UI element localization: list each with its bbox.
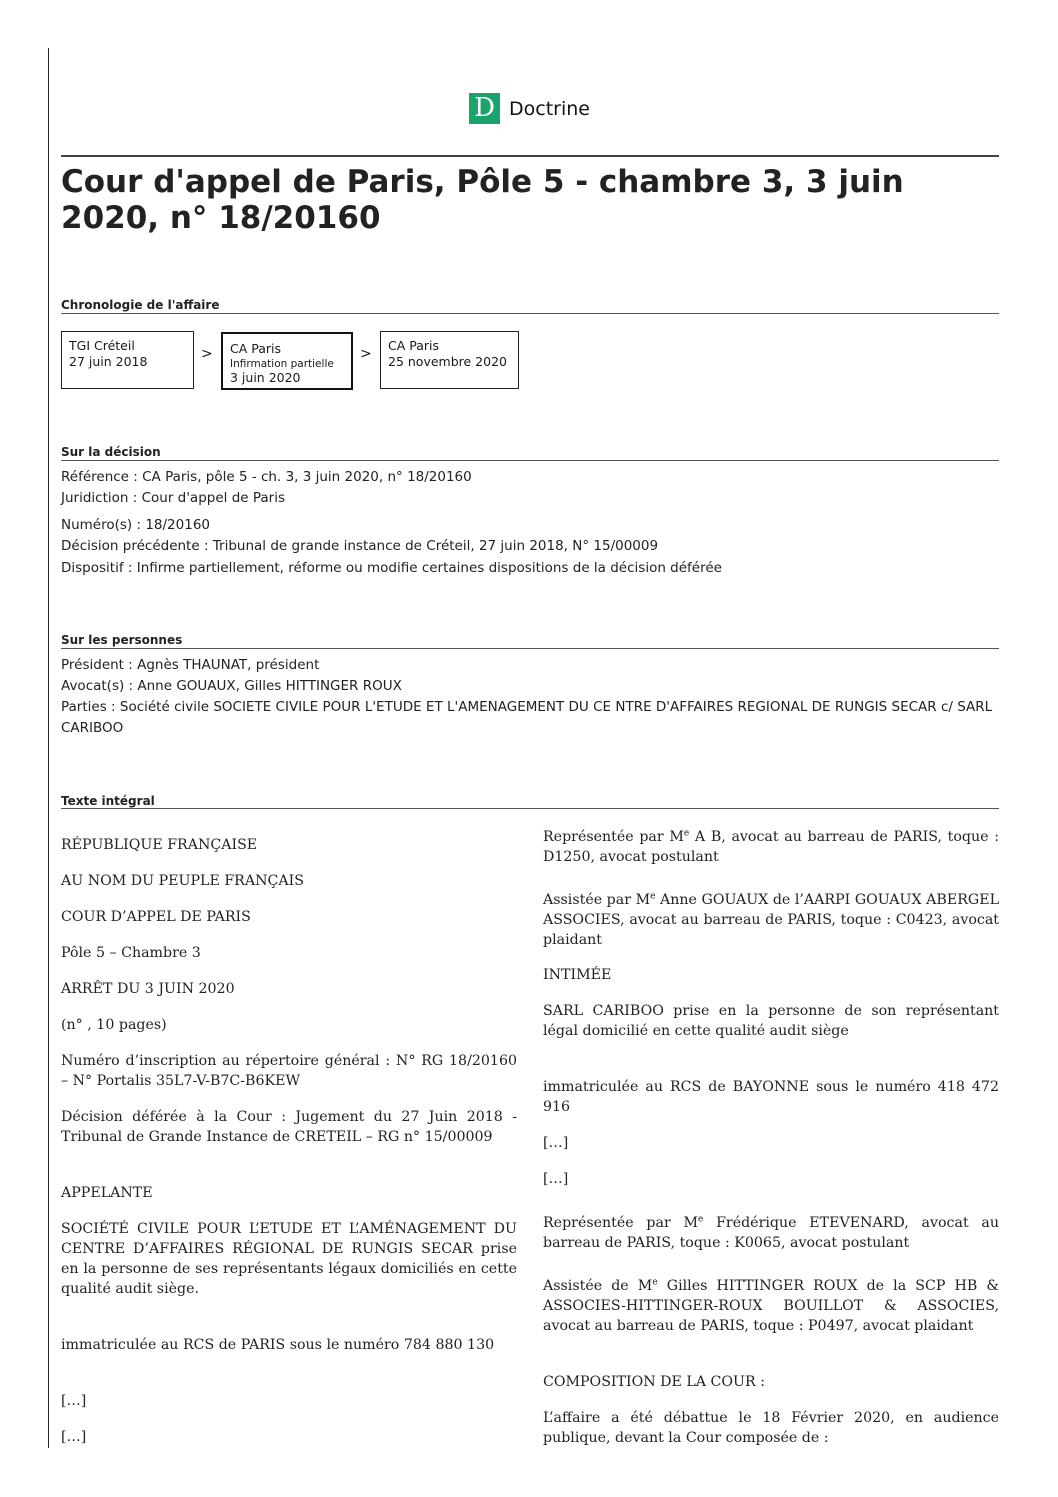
text-paragraph: […] bbox=[543, 1135, 569, 1151]
text-paragraph: Décision déférée à la Cour : Jugement du 27 Juin 2018 -Tribunal de Grande Instance de CRETEIL – RG n° 15/00009 bbox=[61, 1109, 517, 1145]
text-paragraph: Représentée par Me A B, avocat au barreau de PARIS, toque : D1250, avocat postulant bbox=[543, 828, 999, 865]
full-text-heading: Texte intégral bbox=[61, 794, 155, 808]
full-text-rule bbox=[61, 808, 999, 809]
chronology-item-note: Infirmation partielle bbox=[230, 358, 334, 370]
text-paragraph: SARL CARIBOO prise en la personne de son représentant légal domicilié en cette qualité audit siège bbox=[543, 1003, 999, 1039]
text-paragraph: […] bbox=[543, 1171, 569, 1187]
chronology-item-court: CA Paris bbox=[388, 338, 440, 353]
chronology-item-date: 27 juin 2018 bbox=[69, 354, 148, 369]
text-paragraph: (n° , 10 pages) bbox=[61, 1017, 167, 1033]
text-paragraph: immatriculée au RCS de BAYONNE sous le numéro 418 472 916 bbox=[543, 1079, 999, 1115]
text-paragraph: Assistée de Me Gilles HITTINGER ROUX de la SCP HB & ASSOCIES-HITTINGER-ROUX BOUILLOT & ASSOCIES, avocat au barreau de PARIS, toque : P0497, avocat plaidant bbox=[543, 1277, 999, 1334]
page-margin-line bbox=[48, 48, 49, 1448]
decision-reference: Référence : CA Paris, pôle 5 - ch. 3, 3 juin 2020, n° 18/20160 bbox=[61, 469, 472, 485]
full-text-right-column bbox=[543, 827, 999, 1447]
text-paragraph: Assistée par Me Anne GOUAUX de l’AARPI GOUAUX ABERGEL ASSOCIES, avocat au barreau de PARIS, toque : C0423, avocat plaidant bbox=[543, 891, 999, 948]
decision-heading: Sur la décision bbox=[61, 445, 161, 459]
full-text-left-column bbox=[61, 835, 517, 1445]
text-paragraph: COUR D’APPEL DE PARIS bbox=[61, 909, 251, 925]
text-paragraph: Représentée par Me Frédérique ETEVENARD, avocat au barreau de PARIS, toque : K0065, avocat postulant bbox=[543, 1214, 999, 1251]
persons-rule bbox=[61, 648, 999, 649]
chronology-item-date: 3 juin 2020 bbox=[230, 370, 301, 385]
doctrine-logo-text: Doctrine bbox=[509, 97, 590, 120]
persons-parties: Parties : Société civile SOCIETE CIVILE POUR L'ETUDE ET L'AMENAGEMENT DU CE NTRE D'AFFAIRES REGIONAL DE RUNGIS SECAR c/ SARL CARIBOO bbox=[61, 699, 993, 736]
chronology-item-court: CA Paris bbox=[230, 341, 282, 356]
chronology-separator: > bbox=[360, 346, 372, 362]
text-paragraph: […] bbox=[61, 1429, 87, 1445]
text-paragraph: SOCIÉTÉ CIVILE POUR L’ETUDE ET L’AMÉNAGEMENT DU CENTRE D’AFFAIRES RÉGIONAL DE RUNGIS SECAR prise en la personne de ses représentants légaux domiciliés en cette qualité audit siège. bbox=[61, 1221, 517, 1297]
text-paragraph: COMPOSITION DE LA COUR : bbox=[543, 1374, 765, 1390]
chronology-heading: Chronologie de l'affaire bbox=[61, 298, 220, 312]
chronology-item-ca-paris-current[interactable] bbox=[221, 332, 353, 390]
text-paragraph: RÉPUBLIQUE FRANÇAISE bbox=[61, 837, 258, 853]
doctrine-logo-icon: D bbox=[469, 93, 500, 124]
chronology-item-date: 25 novembre 2020 bbox=[388, 354, 507, 369]
decision-previous: Décision précédente : Tribunal de grande instance de Créteil, 27 juin 2018, N° 15/00009 bbox=[61, 538, 659, 554]
text-paragraph: Numéro d’inscription au répertoire général : N° RG 18/20160 – N° Portalis 35L7-V-B7C-B6KEW bbox=[61, 1053, 517, 1089]
decision-number: Numéro(s) : 18/20160 bbox=[61, 517, 210, 533]
chronology-item-court: TGI Créteil bbox=[69, 338, 135, 353]
chronology-item-ca-paris-next[interactable] bbox=[380, 331, 519, 389]
decision-jurisdiction: Juridiction : Cour d'appel de Paris bbox=[61, 490, 286, 506]
text-paragraph: AU NOM DU PEUPLE FRANÇAIS bbox=[61, 873, 304, 889]
text-paragraph: immatriculée au RCS de PARIS sous le numéro 784 880 130 bbox=[61, 1337, 495, 1353]
text-paragraph: Pôle 5 – Chambre 3 bbox=[61, 945, 201, 961]
chronology-item-tgi-creteil[interactable] bbox=[61, 331, 194, 389]
title-top-rule bbox=[61, 155, 999, 157]
decision-outcome: Dispositif : Infirme partiellement, réforme ou modifie certaines dispositions de la décision déférée bbox=[61, 560, 722, 576]
chronology-rule bbox=[61, 313, 999, 314]
decision-rule bbox=[61, 460, 999, 461]
text-paragraph: APPELANTE bbox=[61, 1185, 153, 1201]
text-paragraph: INTIMÉE bbox=[543, 967, 612, 983]
text-paragraph: […] bbox=[61, 1393, 87, 1409]
persons-president: Président : Agnès THAUNAT, président bbox=[61, 657, 320, 673]
text-paragraph: ARRÊT DU 3 JUIN 2020 bbox=[61, 981, 235, 997]
chronology-separator: > bbox=[201, 346, 213, 362]
persons-lawyers: Avocat(s) : Anne GOUAUX, Gilles HITTINGER ROUX bbox=[61, 678, 402, 694]
text-paragraph: L’affaire a été débattue le 18 Février 2020, en audience publique, devant la Cour composée de : bbox=[543, 1410, 999, 1446]
doctrine-logo[interactable] bbox=[469, 93, 590, 124]
persons-heading: Sur les personnes bbox=[61, 633, 183, 647]
page-title: Cour d'appel de Paris, Pôle 5 - chambre 3, 3 juin 2020, n° 18/20160 bbox=[61, 164, 904, 236]
